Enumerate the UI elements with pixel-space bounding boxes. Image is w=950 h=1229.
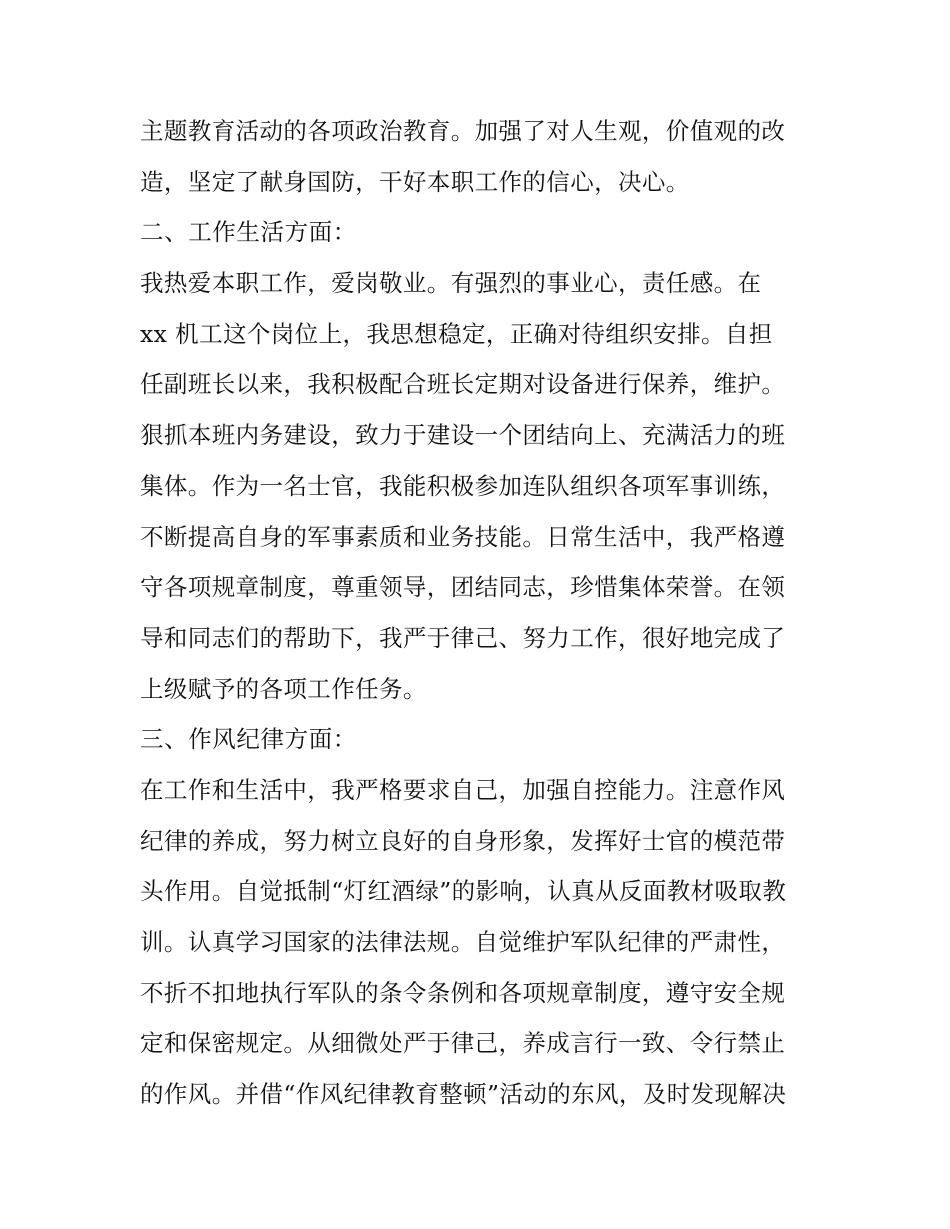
text-line: 不断提高自身的军事素质和业务技能。日常生活中，我严格遵 [140,522,786,551]
text-line: 在工作和生活中，我严格要求自己，加强自控能力。注意作风 [140,775,786,804]
text-line: 头作用。自觉抵制“灯红酒绿”的影响，认真从反面教材吸取教 [140,877,787,906]
text-line: 狠抓本班内务建设，致力于建设一个团结向上、充满活力的班 [140,421,786,450]
text-line: 集体。作为一名士官，我能积极参加连队组织各项军事训练， [140,471,786,500]
text-line: 上级赋予的各项工作任务。 [140,674,427,703]
text-line: 定和保密规定。从细微处严于律己，养成言行一致、令行禁止 [140,1029,786,1058]
text-line: 我热爱本职工作，爱岗敬业。有强烈的事业心，责任感。在 [140,269,762,298]
text-line: 守各项规章制度，尊重领导，团结同志，珍惜集体荣誉。在领 [140,573,786,602]
text-line: 的作风。并借“作风纪律教育整顿”活动的东风，及时发现解决 [140,1080,787,1109]
text-line: 纪律的养成，努力树立良好的自身形象，发挥好士官的模范带 [140,826,786,855]
text-line: 不折不扣地执行军队的条令条例和各项规章制度，遵守安全规 [140,978,786,1007]
text-line: 导和同志们的帮助下，我严于律己、努力工作，很好地完成了 [140,623,786,652]
text-line: 主题教育活动的各项政治教育。加强了对人生观，价值观的改 [140,117,786,145]
text-line: 任副班长以来，我积极配合班长定期对设备进行保养，维护。 [140,370,786,399]
text-line: 造，坚定了献身国防，干好本职工作的信心，决心。 [140,167,690,196]
body-text [140,106,820,1120]
text-line: 训。认真学习国家的法律法规。自觉维护军队纪律的严肃性， [140,928,786,956]
text-line: xx 机工这个岗位上，我思想稳定，正确对待组织安排。自担 [140,319,773,348]
section-heading-discipline: 三、作风纪律方面： [140,725,357,754]
section-heading-work-life: 二、工作生活方面： [140,218,357,247]
